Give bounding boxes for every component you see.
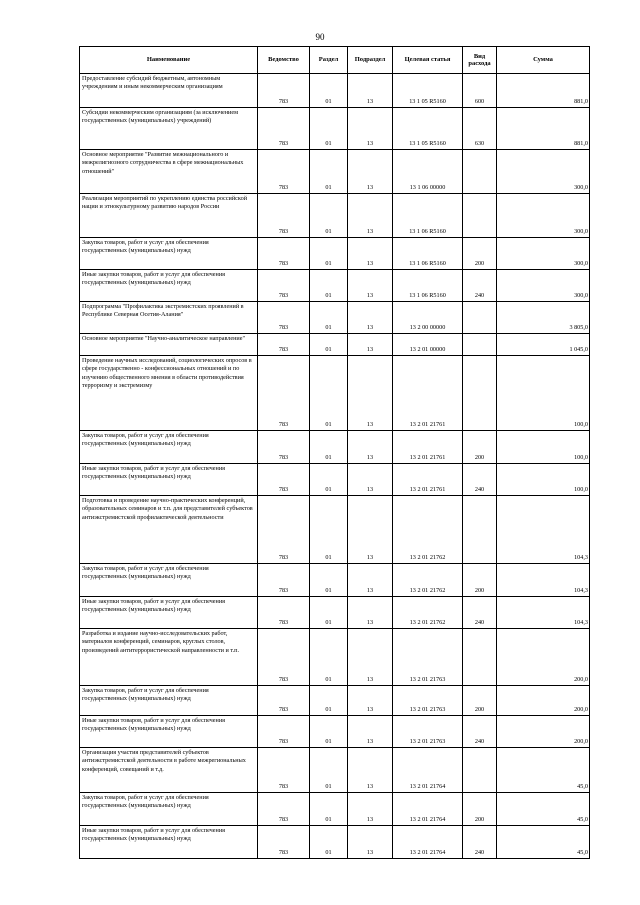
row-expense-type: 200 [463, 238, 497, 270]
row-sum: 300,0 [497, 238, 590, 270]
row-section: 01 [310, 597, 348, 629]
row-sum: 881,0 [497, 74, 590, 108]
row-department: 783 [258, 748, 310, 793]
row-sum: 3 805,0 [497, 302, 590, 334]
row-section: 01 [310, 629, 348, 686]
row-subsection: 13 [348, 74, 393, 108]
row-expense-type [463, 496, 497, 564]
row-sum: 100,0 [497, 431, 590, 464]
header-sum: Сумма [497, 47, 590, 74]
row-sum: 104,3 [497, 564, 590, 597]
header-target-article: Целевая статья [393, 47, 463, 74]
row-subsection: 13 [348, 238, 393, 270]
row-department: 783 [258, 496, 310, 564]
row-department: 783 [258, 597, 310, 629]
row-section: 01 [310, 748, 348, 793]
row-subsection: 13 [348, 334, 393, 356]
row-department: 783 [258, 74, 310, 108]
row-section: 01 [310, 464, 348, 496]
table-row [80, 356, 590, 431]
row-department: 783 [258, 793, 310, 826]
row-department: 783 [258, 194, 310, 238]
row-name: Основное мероприятие "Научно-аналитическое направление" [80, 334, 258, 356]
row-name: Иные закупки товаров, работ и услуг для обеспечения государственных (муниципальных) нужд [80, 464, 258, 496]
row-expense-type: 240 [463, 464, 497, 496]
row-target: 13 2 01 21762 [393, 564, 463, 597]
row-section: 01 [310, 431, 348, 464]
row-department: 783 [258, 716, 310, 748]
table-row [80, 270, 590, 302]
header-subsection: Подраздел [348, 47, 393, 74]
table-row [80, 629, 590, 686]
row-expense-type: 200 [463, 793, 497, 826]
row-name: Реализация мероприятий по укреплению единства российской нации и этнокультурному развитию народов России [80, 194, 258, 238]
table-row [80, 564, 590, 597]
row-target: 13 2 01 21764 [393, 748, 463, 793]
row-department: 783 [258, 431, 310, 464]
row-sum: 200,0 [497, 686, 590, 716]
row-subsection: 13 [348, 464, 393, 496]
row-expense-type: 600 [463, 74, 497, 108]
table-row [80, 793, 590, 826]
row-name: Закупка товаров, работ и услуг для обеспечения государственных (муниципальных) нужд [80, 793, 258, 826]
row-target: 13 1 06 R5160 [393, 194, 463, 238]
row-subsection: 13 [348, 270, 393, 302]
row-sum: 100,0 [497, 356, 590, 431]
row-section: 01 [310, 496, 348, 564]
row-department: 783 [258, 686, 310, 716]
row-expense-type: 240 [463, 270, 497, 302]
row-section: 01 [310, 793, 348, 826]
row-name: Закупка товаров, работ и услуг для обеспечения государственных (муниципальных) нужд [80, 431, 258, 464]
row-target: 13 1 05 R5160 [393, 74, 463, 108]
row-sum: 881,0 [497, 108, 590, 150]
header-name: Наименование [80, 47, 258, 74]
row-expense-type: 630 [463, 108, 497, 150]
row-sum: 200,0 [497, 716, 590, 748]
row-name: Закупка товаров, работ и услуг для обеспечения государственных (муниципальных) нужд [80, 686, 258, 716]
row-sum: 100,0 [497, 464, 590, 496]
row-sum: 200,0 [497, 629, 590, 686]
row-name: Подготовка и проведение научно-практических конференций, образовательных семинаров и т.п. для представителей субъектов антиэкстремистской профилактической деятельности [80, 496, 258, 564]
row-target: 13 2 01 21763 [393, 716, 463, 748]
row-sum: 45,0 [497, 793, 590, 826]
row-name: Закупка товаров, работ и услуг для обеспечения государственных (муниципальных) нужд [80, 238, 258, 270]
table-row [80, 150, 590, 194]
row-expense-type [463, 629, 497, 686]
table-row [80, 431, 590, 464]
budget-table [79, 46, 590, 859]
row-department: 783 [258, 108, 310, 150]
row-name: Проведение научных исследований, социологических опросов в сфере государственно - конфессиональных отношений и по изучению общественного мнения в области противодействия терроризму и экстремизму [80, 356, 258, 431]
row-name: Закупка товаров, работ и услуг для обеспечения государственных (муниципальных) нужд [80, 564, 258, 597]
row-target: 13 2 01 21761 [393, 356, 463, 431]
row-target: 13 2 01 21764 [393, 793, 463, 826]
row-subsection: 13 [348, 194, 393, 238]
row-target: 13 2 00 00000 [393, 302, 463, 334]
row-section: 01 [310, 74, 348, 108]
table-row [80, 686, 590, 716]
row-expense-type: 200 [463, 686, 497, 716]
row-name: Иные закупки товаров, работ и услуг для обеспечения государственных (муниципальных) нужд [80, 597, 258, 629]
table-row [80, 334, 590, 356]
row-target: 13 2 01 21763 [393, 629, 463, 686]
row-sum: 104,3 [497, 597, 590, 629]
row-expense-type: 200 [463, 564, 497, 597]
row-target: 13 2 01 21763 [393, 686, 463, 716]
row-expense-type: 240 [463, 716, 497, 748]
row-name: Разработка и издание научно-исследовательских работ, материалов конференций, семинаров, круглых столов, произведений антитеррористической направленности и т.п. [80, 629, 258, 686]
row-department: 783 [258, 629, 310, 686]
row-target: 13 1 06 R5160 [393, 270, 463, 302]
table-header-row [80, 47, 590, 74]
row-target: 13 2 01 21761 [393, 464, 463, 496]
row-target: 13 1 05 R5160 [393, 108, 463, 150]
row-sum: 1 045,0 [497, 334, 590, 356]
row-target: 13 2 01 21764 [393, 826, 463, 859]
row-section: 01 [310, 686, 348, 716]
row-target: 13 1 06 00000 [393, 150, 463, 194]
table-row [80, 194, 590, 238]
row-target: 13 1 06 R5160 [393, 238, 463, 270]
row-expense-type [463, 194, 497, 238]
row-subsection: 13 [348, 793, 393, 826]
table-row [80, 238, 590, 270]
row-subsection: 13 [348, 686, 393, 716]
header-expense-type: Вид расхода [463, 47, 497, 74]
row-department: 783 [258, 464, 310, 496]
row-expense-type [463, 150, 497, 194]
row-section: 01 [310, 194, 348, 238]
row-name: Субсидии некоммерческим организациям (за исключением государственных (муниципальных) учреждений) [80, 108, 258, 150]
row-expense-type: 200 [463, 431, 497, 464]
row-sum: 45,0 [497, 748, 590, 793]
row-subsection: 13 [348, 826, 393, 859]
row-department: 783 [258, 270, 310, 302]
row-expense-type [463, 302, 497, 334]
row-expense-type [463, 748, 497, 793]
row-subsection: 13 [348, 496, 393, 564]
row-target: 13 2 01 21762 [393, 496, 463, 564]
table-row [80, 748, 590, 793]
row-name: Организация участия представителей субъектов антиэкстремистской деятельности в работе межрегиональных конференций, совещаний и т.д. [80, 748, 258, 793]
row-section: 01 [310, 356, 348, 431]
row-department: 783 [258, 150, 310, 194]
row-name: Иные закупки товаров, работ и услуг для обеспечения государственных (муниципальных) нужд [80, 270, 258, 302]
row-sum: 45,0 [497, 826, 590, 859]
row-section: 01 [310, 564, 348, 597]
table-row [80, 716, 590, 748]
row-subsection: 13 [348, 716, 393, 748]
row-subsection: 13 [348, 597, 393, 629]
row-name: Иные закупки товаров, работ и услуг для обеспечения государственных (муниципальных) нужд [80, 826, 258, 859]
row-expense-type [463, 334, 497, 356]
row-name: Предоставление субсидий бюджетным, автономным учреждениям и иным некоммерческим организациям [80, 74, 258, 108]
page-number: 90 [315, 32, 325, 42]
row-sum: 300,0 [497, 270, 590, 302]
row-name: Иные закупки товаров, работ и услуг для обеспечения государственных (муниципальных) нужд [80, 716, 258, 748]
row-subsection: 13 [348, 356, 393, 431]
row-subsection: 13 [348, 302, 393, 334]
row-section: 01 [310, 716, 348, 748]
row-subsection: 13 [348, 629, 393, 686]
row-expense-type: 240 [463, 597, 497, 629]
table-row [80, 464, 590, 496]
row-expense-type: 240 [463, 826, 497, 859]
row-section: 01 [310, 150, 348, 194]
row-section: 01 [310, 270, 348, 302]
row-expense-type [463, 356, 497, 431]
row-department: 783 [258, 238, 310, 270]
row-subsection: 13 [348, 431, 393, 464]
table-row [80, 597, 590, 629]
row-section: 01 [310, 334, 348, 356]
row-department: 783 [258, 826, 310, 859]
row-sum: 300,0 [497, 150, 590, 194]
table-row [80, 496, 590, 564]
row-section: 01 [310, 238, 348, 270]
row-department: 783 [258, 302, 310, 334]
row-section: 01 [310, 108, 348, 150]
row-subsection: 13 [348, 150, 393, 194]
table-row [80, 826, 590, 859]
row-department: 783 [258, 334, 310, 356]
table-row [80, 108, 590, 150]
row-name: Подпрограмма "Профилактика экстремистских проявлений в Республике Северная Осетия-Алания" [80, 302, 258, 334]
header-department: Ведомство [258, 47, 310, 74]
row-section: 01 [310, 302, 348, 334]
row-sum: 104,3 [497, 496, 590, 564]
row-target: 13 2 01 00000 [393, 334, 463, 356]
row-sum: 300,0 [497, 194, 590, 238]
header-section: Раздел [310, 47, 348, 74]
table-row [80, 74, 590, 108]
row-subsection: 13 [348, 564, 393, 597]
row-target: 13 2 01 21761 [393, 431, 463, 464]
row-department: 783 [258, 564, 310, 597]
table-row [80, 302, 590, 334]
row-name: Основное мероприятие "Развитие межнационального и межрелигиозного сотрудничества в сфере межнациональных отношений" [80, 150, 258, 194]
row-section: 01 [310, 826, 348, 859]
row-subsection: 13 [348, 748, 393, 793]
row-department: 783 [258, 356, 310, 431]
row-subsection: 13 [348, 108, 393, 150]
row-target: 13 2 01 21762 [393, 597, 463, 629]
